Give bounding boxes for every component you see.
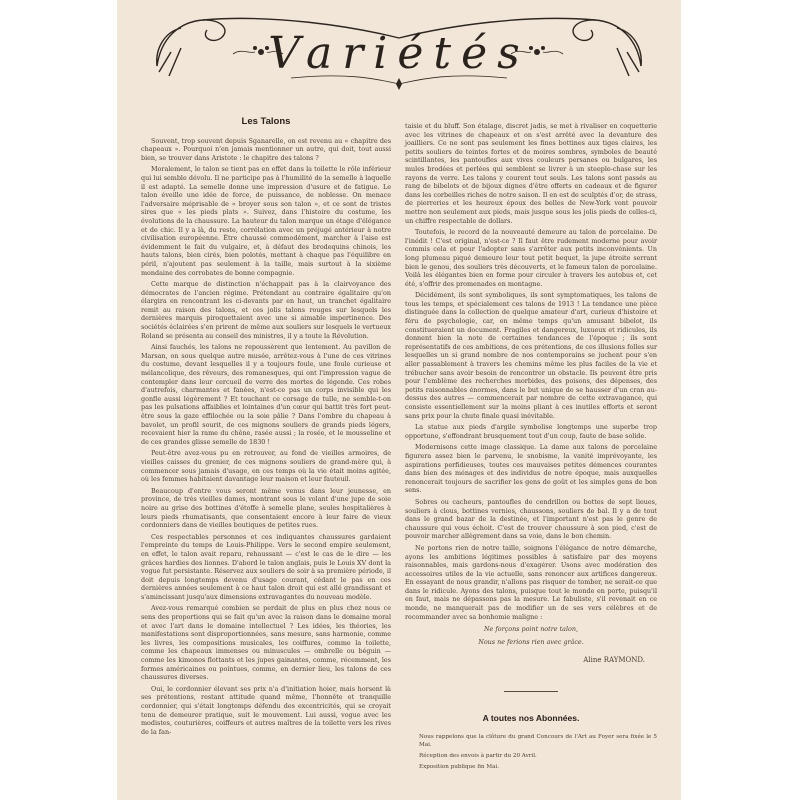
decorative-banner <box>151 8 647 98</box>
paragraph: Décidément, ils sont symboliques, ils sont symptomatiques, les talons de tous les temps, et spécialement ces talons de 1913 ! La tendance une pièce distinguée dans la collection de quelque amateur d'art, curieux d'histoire et féru de psychologie, car, en même temps qu'un amusant bibelot, ils constitueraient un document. Fragiles et dangereux, luxueux et ridicules, ils donnent bien la note de certaines tendances de l'époque ; ils sont représentatifs de ces ambitions, de ces prétentions, de ces illusions folles sur lesquelles un si grand nombre de nos contemporains se juchent pour s'en aller passablement à travers les chemins même les plus faciles de la vie et trébucher sans avoir besoin de rencontrer un obstacle. Ils peuvent être pris pour l'emblème des recherches morbides, des poisons, des dépenses, des petits raisonnables énormes, dans le but unique de se hausser d'un cran au-dessus des autres — commencerait par nombre de cette extravagance, qui consiste essentiellement sur la moins pliant à ces inutiles efforts et seront sans prix pour la chute finale quasi inévitable. <box>405 291 657 420</box>
paragraph: Modernisons cette image classique. La dame aux talons de porcelaine figurera assez bien le parvenu, le snobisme, la vanité imprévoyante, les aspirations perfidieuses, toutes ces mauvaises petites démences courantes dans bien des ménages et des individus de notre époque, mais auxquelles renoncerait toujours de sacrifier les gens de goût et les simples gens de bon sens. <box>405 443 657 495</box>
article-title: Les Talons <box>241 116 291 127</box>
paragraph: Peut-être avez-vous pu en retrouver, au fond de vieilles armoires, de vieilles caisses du grenier, de ces mignons souliers de grand-mère qui, à commencer sous jamais d'usage, en ces temps où la vie était moins agitée, où les femmes habitaient davantage leur maison et leur fauteuil. <box>141 449 391 484</box>
notice-line: Nous rappelons que la clôture du grand Concours de l'Art au Foyer sera fixée le 5 Mai. <box>419 733 657 748</box>
paragraph: Sobres ou cacheurs, pantoufles de cendrillon ou bottes de sept lieues, souliers à clous, bottines vernies, chaussons, souliers de bal. Il y a de tout dans le grand bazar de la destinée, et l'important n'est pas le genre de chaussure qui vous échoit. C'est de trouver chaussure à son pied, c'est de pouvoir marcher allègrement dans sa voie, dans le bon chemin. <box>405 497 657 541</box>
paragraph: Beaucoup d'entre vous seront même venus dans leur jeunesse, en province, de très vieilles dames, montrant sous le volant d'une jupe de soie noire au grise des bottines d'étoffe à semelle plane, seules hospitalières à leurs pieds rhumatisants, que consentaient encore à leur faire de vieux cordonniers dans de vieilles boutiques de petites rues. <box>141 486 391 530</box>
paragraph: Oui, le cordonnier élevant ses prix n'a d'initiation hoier, mais horsent là ses prétentions, restant attitude quand même, l'honnête et tranquille cordonnier, qui s'était longtemps défendu des excentricités, qui se croyait tenu de demeurer pratique, suit le mouvement. Lui aussi, vogue avec les modistes, couturières, coiffeurs et autres maîtres de la toilette vers les rives de la fan- <box>141 684 391 736</box>
notice-title: A toutes nos Abonnées. <box>482 713 580 724</box>
paragraph: Avez-vous remarqué combien se perdait de plus en plus chez nous ce sens des proportions qui se fait qu'un avec la raison dans le domaine moral et avec l'art dans le domaine intellectuel ? Les idées, les théories, les manifestations sont disproportionnées, sans mesure, sans harmonie, comme les livres, les compositions musicales, les coiffures, comme la toilette, comme les chapeaux immenses ou minuscules — ombrelle ou béguin — comme les kimonos flottants et les jupes gainantes, comme, récemment, les formes américaines ou pointues, comme, en dernier lieu, les talons de ces chaussures diverses. <box>141 604 391 682</box>
divider <box>504 691 558 692</box>
left-column <box>141 110 391 739</box>
notice-body <box>405 733 657 771</box>
section-title: Variétés <box>268 28 530 79</box>
right-column <box>405 122 657 774</box>
paragraph: Ne portons rien de notre taille, soignons l'élégance de notre démarche, ayons les ambitions légitimes possibles à satisfaire par des moyens raisonnables, mais gardons-nous d'exagérer. Usons avec modération des accessoires utiles de la vie actuelle, sans renoncer aux artifices dangereux. En essayant de nous grandir, n'allons pas risquer de tomber, ne serait-ce que dans le ridicule. Ayons des talons, puisque tout le monde en porte, puisqu'il en faut, mais ne dépassons pas la mesure. Le fabuliste, s'il revenait en ce monde, ne manquerait pas de modifier un de ses vers célèbres et de recommander avec sa bonhomie maligne : <box>405 543 657 621</box>
author-signature: Aline RAYMOND. <box>583 656 645 665</box>
paragraph: Toutefois, le record de la nouveauté demeure au talon de porcelaine. De l'inédit ! C'est original, n'est-ce ? Il faut être rudement moderne pour avoir commis cela et pour l'adopter sans s'arrêter aux petits inconvénients. Un long plumeau piqué demeure leur tout petit bequet, la jupe étroite serrant bien le genou, des souliers très découverts, et le fameux talon de porcelaine. Voilà les élégantes bien en forme pour circuler à travers les autobus et, cet été, s'offrir des promenades en montagne. <box>405 228 657 288</box>
newspaper-page <box>117 0 681 800</box>
paragraph: taisie et du bluff. Son étalage, discret jadis, se met à rivaliser en coquetterie avec les vitrines de chapeaux et on s'est arrêté avec la devanture des joailliers. Ce ne sont pas seulement les fines bottines aux tiges claires, les petits souliers de teintes fortes et de moires sombres, symboles de beauté scintillantes, les pantoufles aux vives couleurs persanes ou bulgares, les mules brodées et perlées qui semblent se livrer à un steeple-chase sur les rayons de verre. Les talons y courent tout seuls. Les talons sont passés au rang de bibelots et de bijoux dignes d'être offerts en cadeaux et de figurer dans les corbeilles riches de notre saison. Il en est de sculptés d'or, de strass, de pierreries et les heureux époux des belles de New-York vont pouvoir mettre non seulement aux pieds, mais jusque sous les jolis pieds de celles-ci, un chiffre respectable de dollars. <box>405 122 657 225</box>
paragraph: Ainsi fauchés, les talons ne repoussèrent que lentement. Au pavillon de Marsan, on sous quelque autre musée, arrêtez-vous à l'une de ces vitrines du costume, devant lesquelles il y a toujours foule, une foule curieuse et mélancolique, des rêveurs, des romanesques, qui ont l'impression vague de contempler dans leur cercueil de verre des mortes de légende. Ces robes d'autrefois, charmantes et fanées, n'est-ce pas un corps invisible qui les gonfle aussi légèrement ? Et touchant ce corsage de tulle, ne semble-t-on pas les pulsations affaiblies et lointaines d'un cœur qui battit très fort peut-être sous la gaze effilochée ou la soie pâlie ? Dans l'ombre du chapeau à bavolet, un profil sourit, de ces mignons souliers de grands pieds légers, recevaient hier la rame du chêne, rasée aussi ; la rosée, et le mousseline et de ces grandes glisse semelle de 1830 ! <box>141 343 391 446</box>
paragraph: Moralement, le talon se tient pas en effet dans la toilette le rôle inférieur qui lui semble dévolu. Il ne participe pas à l'humilité de la semelle à laquelle il est adapté. La semelle donne une impression d'usure et de fatigue. Le talon éveille une idée de force, de puissance, de noblesse. On menace l'adversaire méprisable de « broyer sous son talon », et ce sont de tristes sires que « les pieds plats ». Suivez, dans l'histoire du costume, les évolutions de la chaussure. La hauteur du talon marque un étage d'élégance et de chic. Il y a là, du reste, corrélation avec un préjugé antérieur à notre civilisation européenne. Être chaussé commodément, marcher à l'aise est évidemment le fait du vulgaire, et, à défaut des brodequins chinois, les hauts talons, bien cirés, bien polotés, mettant à chaque pas l'équilibre en péril, n'ajoutent pas seulement à la taille, mais surtout à la sixième mondaine des corrobates de bonne compagnie. <box>141 165 391 277</box>
notice-line: Exposition publique fin Mai. <box>419 763 499 770</box>
paragraph: La statue aux pieds d'argile symbolise longtemps une superbe trop opportune, s'effondrant brusquement tout d'un coup, faute de base solide. <box>405 423 657 440</box>
quote-line: Ne forçons point notre talon, <box>483 625 579 634</box>
paragraph: Souvent, trop souvent depuis Sganarelle, on est revenu au « chapitre des chapeaux ». Pourquoi n'en jamais mentionner un autre, qui doit, tout aussi bien, se trouver dans Aristote : le chapitre des talons ? <box>141 136 391 162</box>
paragraph: Ces respectables personnes et ces indiquantes chaussures gardaient l'empreinte du temps de Louis-Philippe. Vers le second empire seulement, en effet, le talon avait reparu, rehaussant — c'est le cas de le dire — les grâces hardies des lionnes. D'abord le talon anglais, puis le Louis XV dont la vogue fut persistante. Réservez aux souliers de soir à sa première période, il doit depuis longtemps devenu d'usage courant, cédant le pas en ces dernières années seulement à ce haut talon droit qui est allé grandissant et s'amincissant jusqu'aux dimensions extravagantes du nouveau modèle. <box>141 532 391 601</box>
paragraph: Cette marque de distinction n'échappait pas à la clairvoyance des démocrates de l'ancien régime. Prétendant au contraire égalitaire qu'on élargira en rencontrant les ci-devants par en haut, un tranchet égalitaire remit au raison des talons, et ces jolis talons rouges sur lesquels les dernières marquis piroquettaient avec une si aimable impertinence. Des sociétés éclairées s'en prirent de même aux souliers sur lesquels le vertueux Roland se présenta au conseil des ministres, il y a toute la Révolution. <box>141 280 391 340</box>
quote-line: Nous ne ferions rien avec grâce. <box>478 637 584 646</box>
notice-line: Réception des envois à partir du 20 Avril. <box>419 752 537 759</box>
